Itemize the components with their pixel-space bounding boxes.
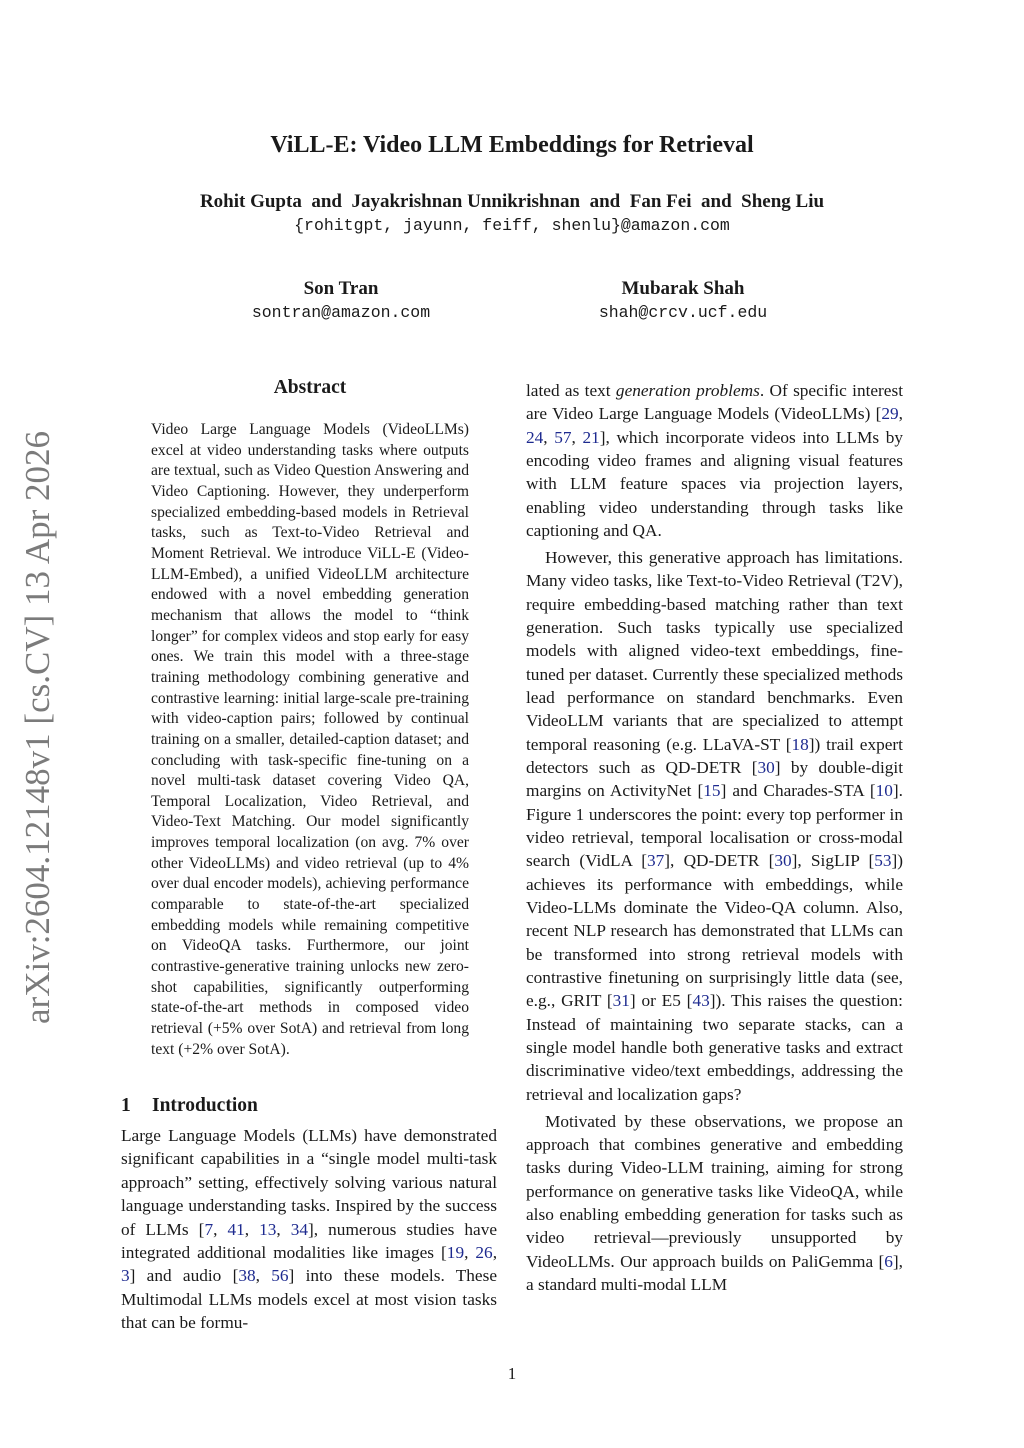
body-text: ], a standard multi-modal LLM [526, 1251, 903, 1295]
citation-link[interactable]: 24 [526, 427, 544, 447]
author-connector: and [589, 191, 621, 212]
citation-link[interactable]: 3 [121, 1266, 130, 1286]
author-block-son [171, 277, 511, 325]
body-text: ]. Figure 1 underscores the point: every top performer in video retrieval, temporal localisation or cross-modal search (VidLA [ [526, 781, 903, 871]
citation-link[interactable]: 31 [612, 991, 630, 1011]
paragraph [526, 1110, 903, 1297]
citation-link[interactable]: 30 [757, 758, 775, 777]
body-text: ] and audio [ [129, 1266, 239, 1286]
citation-link[interactable]: 56 [271, 1266, 289, 1286]
author-emails: {rohitgpt, jayunn, feiff, shenlu}@amazon.com [294, 216, 730, 235]
citation-link[interactable]: 37 [647, 851, 665, 871]
arxiv-stamp: arXiv:2604.12148v1 [cs.CV] 13 Apr 2026 [18, 430, 57, 1024]
body-text: ]) trail expert detectors such as QD-DETR [ [526, 734, 903, 777]
citation-link[interactable]: 15 [703, 781, 721, 801]
body-text: ], which incorporate videos into LLMs by encoding video frames and aligning visual features with LLM feature spaces via projection layers, enabling video understanding through tasks like captioning and QA. [526, 427, 904, 541]
emphasis-text: generation problems [615, 381, 760, 400]
author-name: Son Tran [303, 278, 379, 299]
paragraph: lated as text generation problems. Of specific interest are Video Large Language Models (VideoLLMs) [29, 24, 57, 21], which incorporate videos into LLMs by encoding video frames and aligning visual features with LLM feature spaces via projection layers, enabling video understanding through tasks like captioning and QA. [526, 381, 904, 541]
citation-link[interactable]: 19 [446, 1243, 465, 1263]
citation-link[interactable]: 29 [881, 404, 899, 424]
body-text: ]) achieves its performance with embeddings, while Video-LLMs dominate the Video-QA column. Also, recent NLP research has demonstrated that LLMs can be transformed into strong retrieval models with contrastive finetuning on surprisingly little data (see, e.g., GRIT [ [526, 851, 903, 1011]
body-text: ] and Charades-STA [ [720, 781, 876, 801]
author-name: Jayakrishnan Unnikrishnan [351, 191, 581, 212]
author-connector: and [311, 191, 342, 212]
section-heading [121, 1095, 258, 1117]
author-connector: and [701, 191, 732, 212]
body-text: lated as text [526, 381, 616, 400]
author-email: sontran@amazon.com [251, 303, 431, 322]
citation-link[interactable]: 21 [582, 427, 600, 447]
citation-link[interactable]: 26 [475, 1243, 493, 1263]
body-text: ], numerous studies have integrated additional modalities like images [ [121, 1219, 498, 1263]
body-text: ]). This raises the question: Instead of maintaining two separate stacks, can a single model handle both generative tasks and extract discriminative video/text embeddings, addressing the retrieval and localization gaps? [526, 991, 903, 1104]
paragraph [526, 546, 903, 1106]
citation-link[interactable]: 41 [227, 1219, 245, 1239]
citation-link[interactable]: 53 [874, 851, 892, 871]
citation-link[interactable]: 34 [290, 1219, 309, 1239]
body-text: ] or E5 [ [629, 991, 693, 1011]
body-text: Large Language Models (LLMs) have demonstrated significant capabilities in a “single model multi-task approach” setting, effectively solving various natural language understanding tasks. Inspired by the success of LLMs [ [121, 1126, 497, 1239]
page-number: 1 [507, 1364, 517, 1383]
citation-link[interactable]: 10 [875, 781, 893, 801]
intro-left-column: Large Language Models (LLMs) have demonstrated significant capabilities in a “single model multi-task approach” setting, effectively solving various natural language understanding tasks. Inspired by the success of LLMs [7, 41, 13, 34], numerous studies have integrated additional modalities like images [19, 26, 3] and audio [38, 56] into these models. These Multimodal LLMs models excel at most vision tasks that can be formu- [121, 1126, 498, 1333]
body-text: However, this generative approach has limitations. Many video tasks, like Text-to-Video Retrieval (T2V), require embedding-based matching rather than text generation. Such tasks typically use specialized models with aligned video-text embeddings, fine-tuned per dataset. Currently these specialized methods lead performance on standard benchmarks. Even VideoLLM variants that are specialized to attempt temporal reasoning (e.g. LLaVA-ST [ [526, 547, 903, 754]
body-text: ], SigLIP [ [791, 851, 875, 871]
abstract-text: Video Large Language Models (VideoLLMs) excel at video understanding tasks where outputs are textual, such as Video Question Answering and Video Captioning. However, they underperform specialized embedding-based models in Retrieval tasks, such as Text-to-Video Retrieval and Moment Retrieval. We introduce ViLL-E (Video-LLM-Embed), a unified VideoLLM architecture endowed with a novel embedding generation mechanism that allows the model to “think longer” for complex videos and stop early for easy ones. We train this model with a three-stage training methodology combining generative and contrastive learning: initial large-scale pre-training with video-caption pairs; followed by continual training on a smaller, detailed-caption dataset; and concluding with task-specific fine-tuning on a novel multi-task dataset covering Video QA, Temporal Localization, Video Retrieval, and Video-Text Matching. Our model significantly improves temporal localization (on avg. 7% over other VideoLLMs) and video retrieval (up to 4% over dual encoder models), achieving performance comparable to state-of-the-art specialized embedding models while remaining competitive on VideoQA tasks. Furthermore, our joint contrastive-generative training unlocks new zero-shot capabilities, significantly outperforming state-of-the-art methods in composed video retrieval (+5% over SotA) and retrieval from long text (+2% over SotA). [151, 421, 469, 1058]
abstract-heading: Abstract [273, 377, 347, 398]
citation-link[interactable]: 7 [204, 1219, 214, 1239]
author-name: Sheng Liu [741, 191, 825, 212]
citation-link[interactable]: 18 [791, 734, 809, 754]
body-text: ] into these models. These Multimodal LLMs models excel at most vision tasks that can be formu- [121, 1266, 498, 1333]
author-name: Mubarak Shah [621, 278, 745, 299]
citation-link[interactable]: 13 [259, 1219, 277, 1239]
author-name: Rohit Gupta [199, 191, 302, 212]
body-text: . Of specific interest are Video Large Language Models (VideoLLMs) [ [526, 381, 904, 424]
intro-right-column [526, 379, 903, 1296]
section-title: Introduction [152, 1095, 258, 1116]
author-block-mubarak [513, 277, 853, 325]
citation-link[interactable]: 30 [774, 851, 792, 871]
citation-link[interactable]: 57 [554, 427, 572, 447]
section-number: 1 [121, 1095, 131, 1116]
paper-title: ViLL-E: Video LLM Embeddings for Retrieval [270, 132, 754, 158]
author-line [0, 191, 1024, 213]
citation-link[interactable]: 43 [692, 991, 710, 1011]
body-text: Motivated by these observations, we propose an approach that combines generative and embedding tasks during Video-LLM training, aiming for strong performance on generative tasks like VideoQA, while also enabling embedding generation for tasks such as video retrieval—previously unsupported by VideoLLMs. Our approach builds on PaliGemma [ [526, 1111, 903, 1271]
body-text: ] by double-digit margins on ActivityNet [ [526, 758, 903, 801]
citation-link[interactable]: 38 [238, 1266, 256, 1286]
citation-link[interactable]: 6 [884, 1251, 893, 1271]
author-email: shah@crcv.ucf.edu [598, 303, 768, 322]
body-text: ], QD-DETR [ [664, 851, 775, 871]
author-name: Fan Fei [629, 191, 692, 212]
